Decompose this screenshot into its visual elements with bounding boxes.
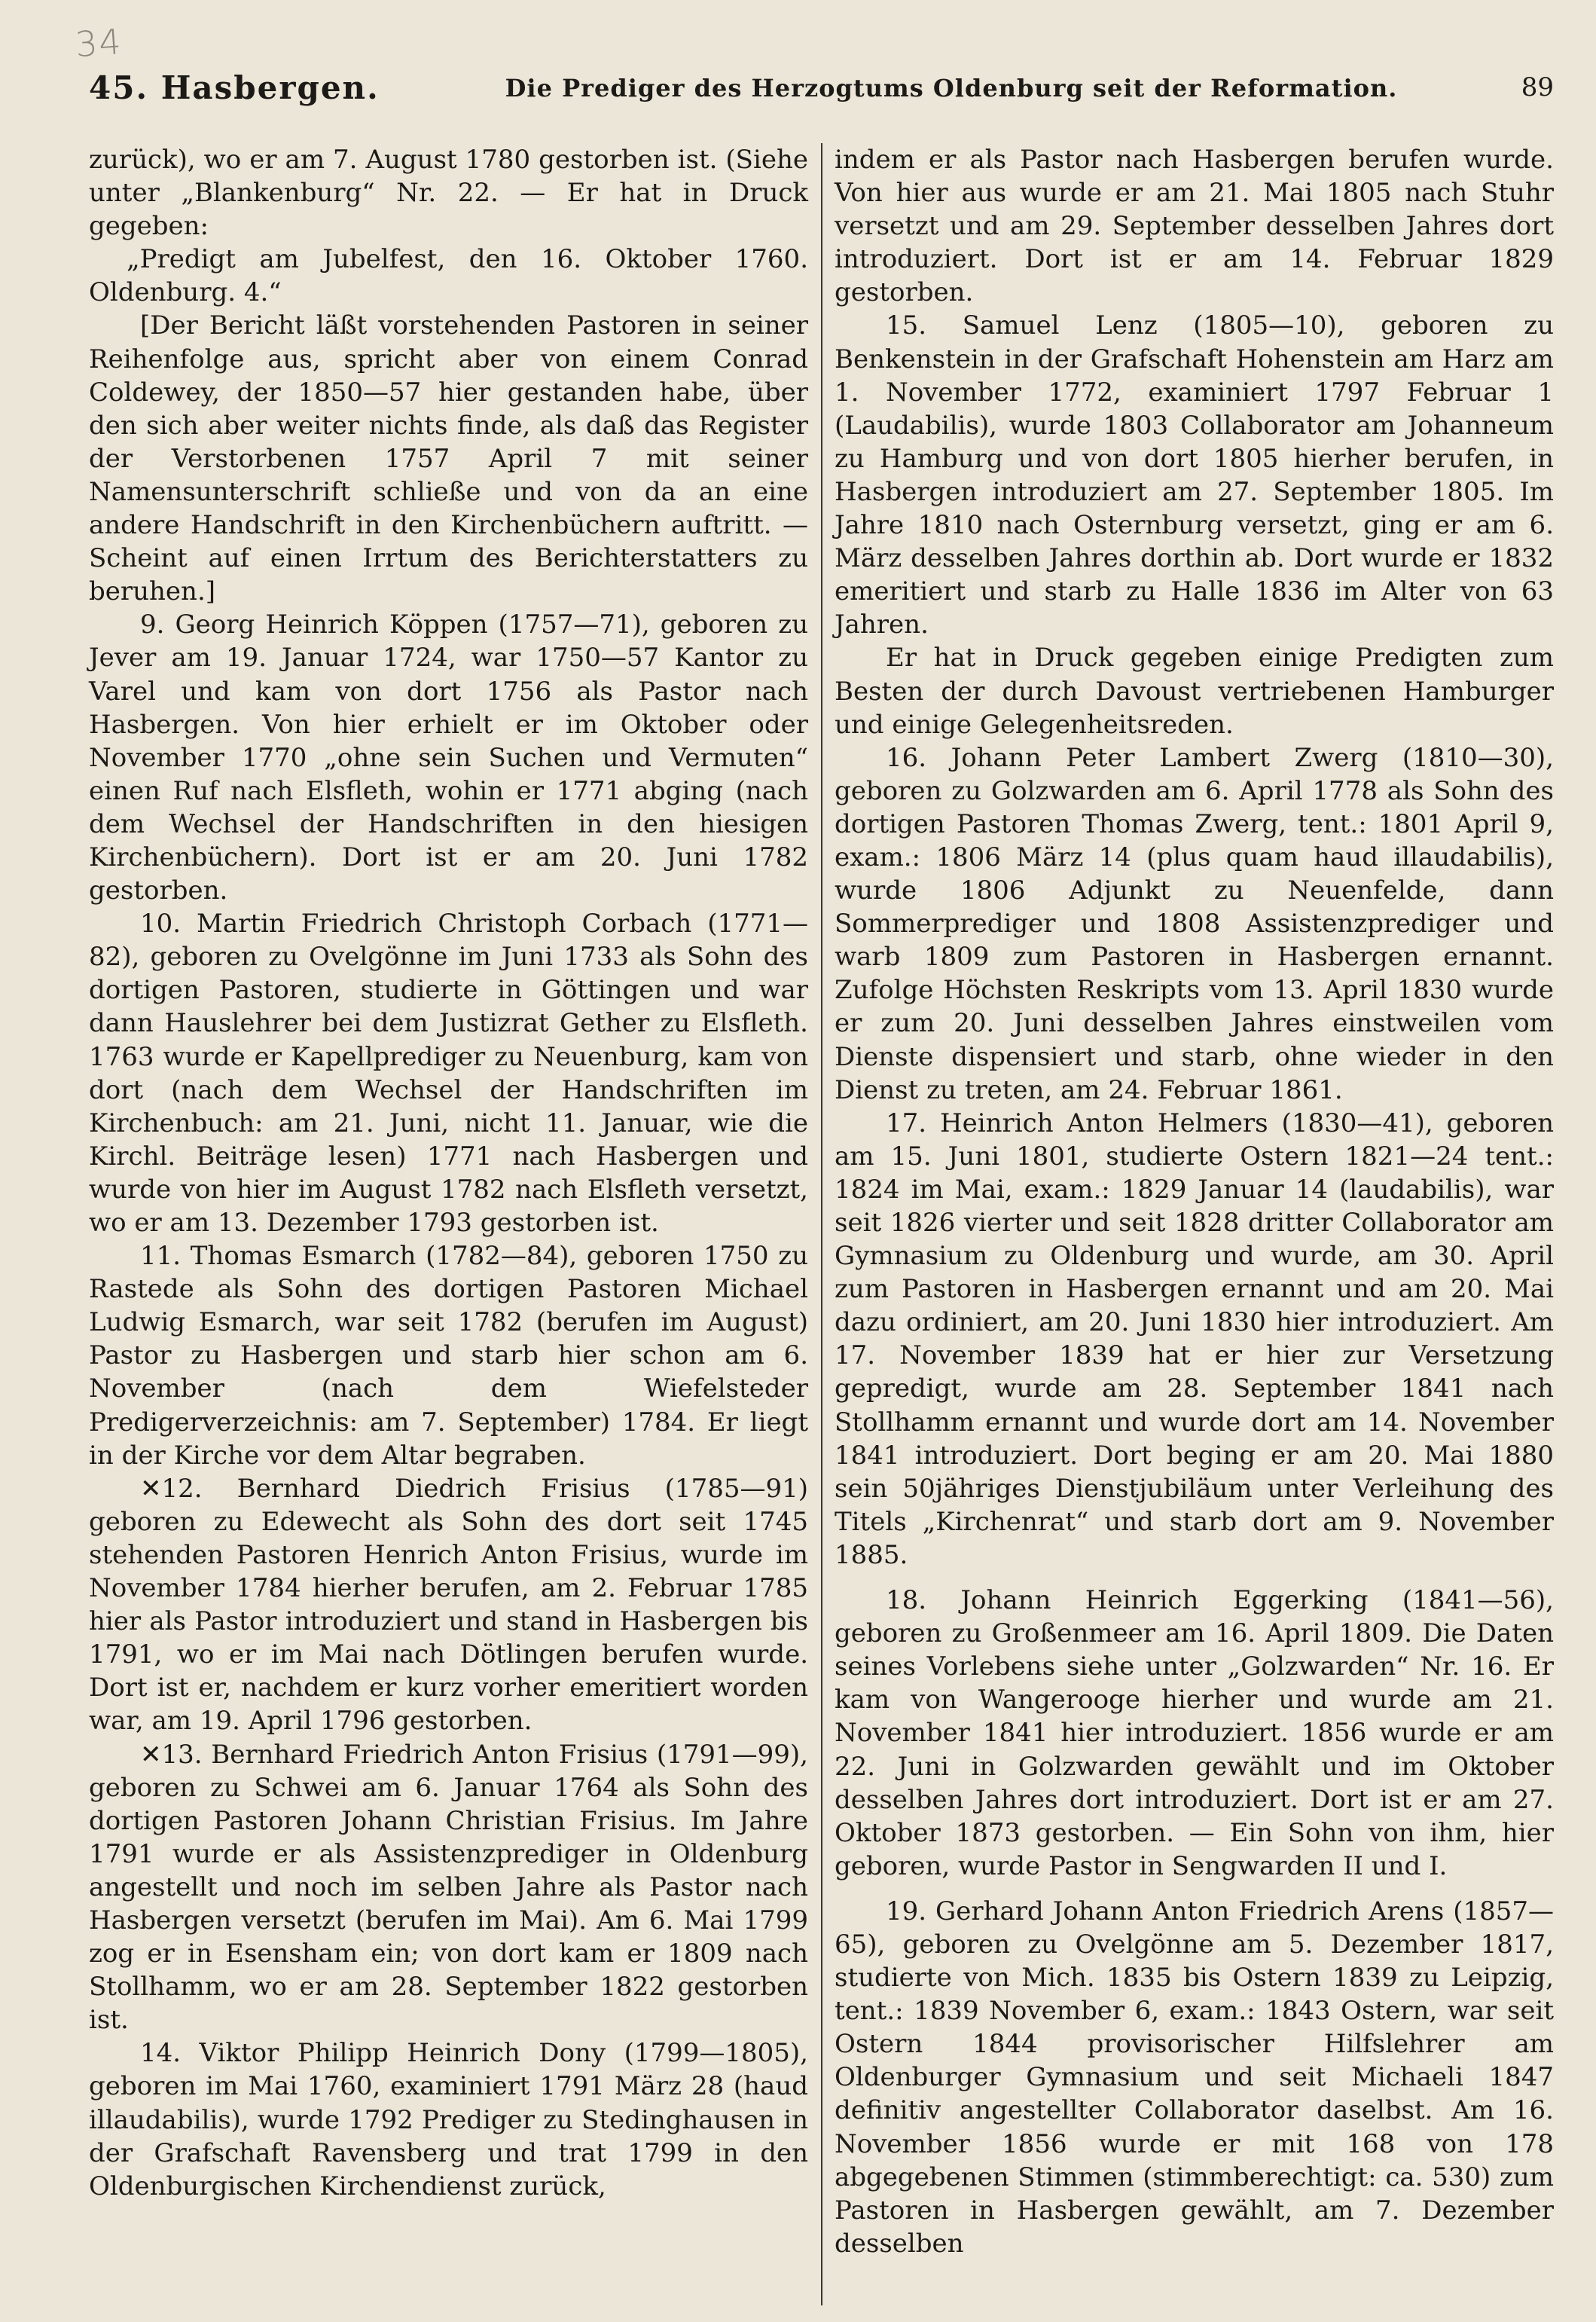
right-column: [835, 143, 1554, 2260]
entry-17: 17. Heinrich Anton Helmers (1830—41), geboren am 15. Juni 1801, studierte Ostern 1821—24 tent.: 1824 im Mai, exam.: 1829 Januar 14 (laudabilis), war seit 1826 vierter und seit 1828 dritter Collaborator am Gymnasium zu Oldenburg und wurde, am 30. April zum Pastoren in Hasbergen ernannt und am 20. Mai dazu ordiniert, am 20. Juni 1830 hier introduziert. Am 17. November 1839 hat er hier zur Versetzung gepredigt, wurde am 28. September 1841 nach Stollhamm ernannt und wurde dort am 14. November 1841 introduziert. Dort beging er am 20. Mai 1880 sein 50jähriges Dienstjubiläum unter Verleihung des Titels „Kirchenrat“ und starb dort am 9. November 1885.: [835, 1108, 1554, 1570]
entry-19: 19. Gerhard Johann Anton Friedrich Arens (1857—65), geboren zu Ovelgönne am 5. Dezember 1817, studierte von Mich. 1835 bis Ostern 1839 zu Leipzig, tent.: 1839 November 6, exam.: 1843 Ostern, war seit Ostern 1844 provisorischer Hilfslehrer am Oldenburger Gymnasium und seit Michaeli 1847 definitiv angestellter Collaborator daselbst. Am 16. November 1856 wurde er mit 168 von 178 abgegebenen Stimmen (stimmberechtigt: ca. 530) zum Pastoren in Hasbergen gewählt, am 7. Dezember desselben: [835, 1896, 1554, 2259]
pencil-annotation: 34: [74, 20, 124, 66]
paragraph: indem er als Pastor nach Hasbergen berufen wurde. Von hier aus wurde er am 21. Mai 1805 nach Stuhr versetzt und am 29. September desselben Jahres dort introduziert. Dort ist er am 14. Februar 1829 gestorben.: [835, 145, 1554, 308]
running-header: [89, 62, 1554, 115]
header-book-title: Die Prediger des Herzogtums Oldenburg seit der Reformation.: [505, 74, 1398, 102]
quote-paragraph: „Predigt am Jubelfest, den 16. Oktober 1760. Oldenburg. 4.“: [89, 244, 808, 308]
entry-18: 18. Johann Heinrich Eggerking (1841—56), geboren zu Großenmeer am 16. April 1809. Die Daten seines Vorlebens siehe unter „Golzwarden“ Nr. 16. Er kam von Wangerooge hierher und wurde am 21. November 1841 hier introduziert. 1856 wurde er am 22. Juni in Golzwarden gewählt und im Oktober desselben Jahres dort introduziert. Dort ist er am 27. Oktober 1873 gestorben. — Ein Sohn von ihm, hier geboren, wurde Pastor in Sengwarden II und I.: [835, 1585, 1554, 1881]
page-number: 89: [1521, 72, 1554, 102]
entry-12: ✕12. Bernhard Diedrich Frisius (1785—91) geboren zu Edewecht als Sohn des dort seit 1745 stehenden Pastoren Henrich Anton Frisius, wurde im November 1784 hierher berufen, am 2. Februar 1785 hier als Pastor introduziert und stand in Hasbergen bis 1791, wo er im Mai nach Dötlingen berufen wurde. Dort ist er, nachdem er kurz vorher emeritiert worden war, am 19. April 1796 gestorben.: [89, 1473, 808, 1737]
paragraph: [Der Bericht läßt vorstehenden Pastoren in seiner Reihenfolge aus, spricht aber von einem Conrad Coldewey, der 1850—57 hier gestanden habe, über den sich aber weiter nichts finde, als daß das Register der Verstorbenen 1757 April 7 mit seiner Namensunterschrift schließe und von da an eine andere Handschrift in den Kirchenbüchern auftritt. — Scheint auf einen Irrtum des Berichterstatters zu beruhen.]: [89, 310, 808, 607]
left-column: [89, 143, 808, 2203]
header-section-title: 45. Hasbergen.: [89, 69, 380, 106]
entry-9: 9. Georg Heinrich Köppen (1757—71), geboren zu Jever am 19. Januar 1724, war 1750—57 Kantor zu Varel und kam von dort 1756 als Pastor nach Hasbergen. Von hier erhielt er im Oktober oder November 1770 „ohne sein Suchen und Vermuten“ einen Ruf nach Elsfleth, wohin er 1771 abging (nach dem Wechsel der Handschriften in den hiesigen Kirchenbüchern). Dort ist er am 20. Juni 1782 gestorben.: [89, 610, 808, 906]
paragraph: Er hat in Druck gegeben einige Predigten zum Besten der durch Davoust vertriebenen Hamburger und einige Gelegenheitsreden.: [835, 643, 1554, 740]
column-divider: [821, 143, 822, 2305]
entry-13: ✕13. Bernhard Friedrich Anton Frisius (1791—99), geboren zu Schwei am 6. Januar 1764 als Sohn des dortigen Pastoren Johann Christian Frisius. Im Jahre 1791 wurde er als Assistenzprediger in Oldenburg angestellt und noch im selben Jahre als Pastor nach Hasbergen versetzt (berufen im Mai). Am 6. Mai 1799 zog er in Esensham ein; von dort kam er 1809 nach Stollhamm, wo er am 28. September 1822 gestorben ist.: [89, 1739, 808, 2036]
entry-15: 15. Samuel Lenz (1805—10), geboren zu Benkenstein in der Grafschaft Hohenstein am Harz am 1. November 1772, examiniert 1797 Februar 1 (Laudabilis), wurde 1803 Collaborator am Johanneum zu Hamburg und von dort 1805 hierher berufen, in Hasbergen introduziert am 27. September 1805. Im Jahre 1810 nach Osternburg versetzt, ging er am 6. März desselben Jahres dorthin ab. Dort wurde er 1832 emeritiert und starb zu Halle 1836 im Alter von 63 Jahren.: [835, 310, 1554, 640]
entry-11: 11. Thomas Esmarch (1782—84), geboren 1750 zu Rastede als Sohn des dortigen Pastoren Michael Ludwig Esmarch, war seit 1782 (berufen im August) Pastor zu Hasbergen und starb hier schon am 6. November (nach dem Wiefelsteder Predigerverzeichnis: am 7. September) 1784. Er liegt in der Kirche vor dem Altar begraben.: [89, 1241, 808, 1471]
entry-14: 14. Viktor Philipp Heinrich Dony (1799—1805), geboren im Mai 1760, examiniert 1791 März 28 (haud illaudabilis), wurde 1792 Prediger zu Stedinghausen in der Grafschaft Ravensberg und trat 1799 in den Oldenburgischen Kirchendienst zurück,: [89, 2038, 808, 2201]
entry-16: 16. Johann Peter Lambert Zwerg (1810—30), geboren zu Golzwarden am 6. April 1778 als Sohn des dortigen Pastoren Thomas Zwerg, tent.: 1801 April 9, exam.: 1806 März 14 (plus quam haud illaudabilis), wurde 1806 Adjunkt zu Neuenfelde, dann Sommerprediger und 1808 Assistenzprediger und warb 1809 zum Pastoren in Hasbergen ernannt. Zufolge Höchsten Reskripts vom 13. April 1830 wurde er zum 20. Juni desselben Jahres einstweilen vom Dienste dispensiert und starb, ohne wieder in den Dienst zu treten, am 24. Februar 1861.: [835, 742, 1554, 1105]
entry-10: 10. Martin Friedrich Christoph Corbach (1771—82), geboren zu Ovelgönne im Juni 1733 als Sohn des dortigen Pastoren, studierte in Göttingen und war dann Hauslehrer bei dem Justizrat Gether zu Elsfleth. 1763 wurde er Kapellprediger zu Neuenburg, kam von dort (nach dem Wechsel der Handschriften im Kirchenbuch: am 21. Juni, nicht 11. Januar, wie die Kirchl. Beiträge lesen) 1771 nach Hasbergen und wurde von hier im August 1782 nach Elsfleth versetzt, wo er am 13. Dezember 1793 gestorben ist.: [89, 909, 808, 1238]
paragraph: zurück), wo er am 7. August 1780 gestorben ist. (Siehe unter „Blankenburg“ Nr. 22. — Er hat in Druck gegeben:: [89, 145, 808, 242]
